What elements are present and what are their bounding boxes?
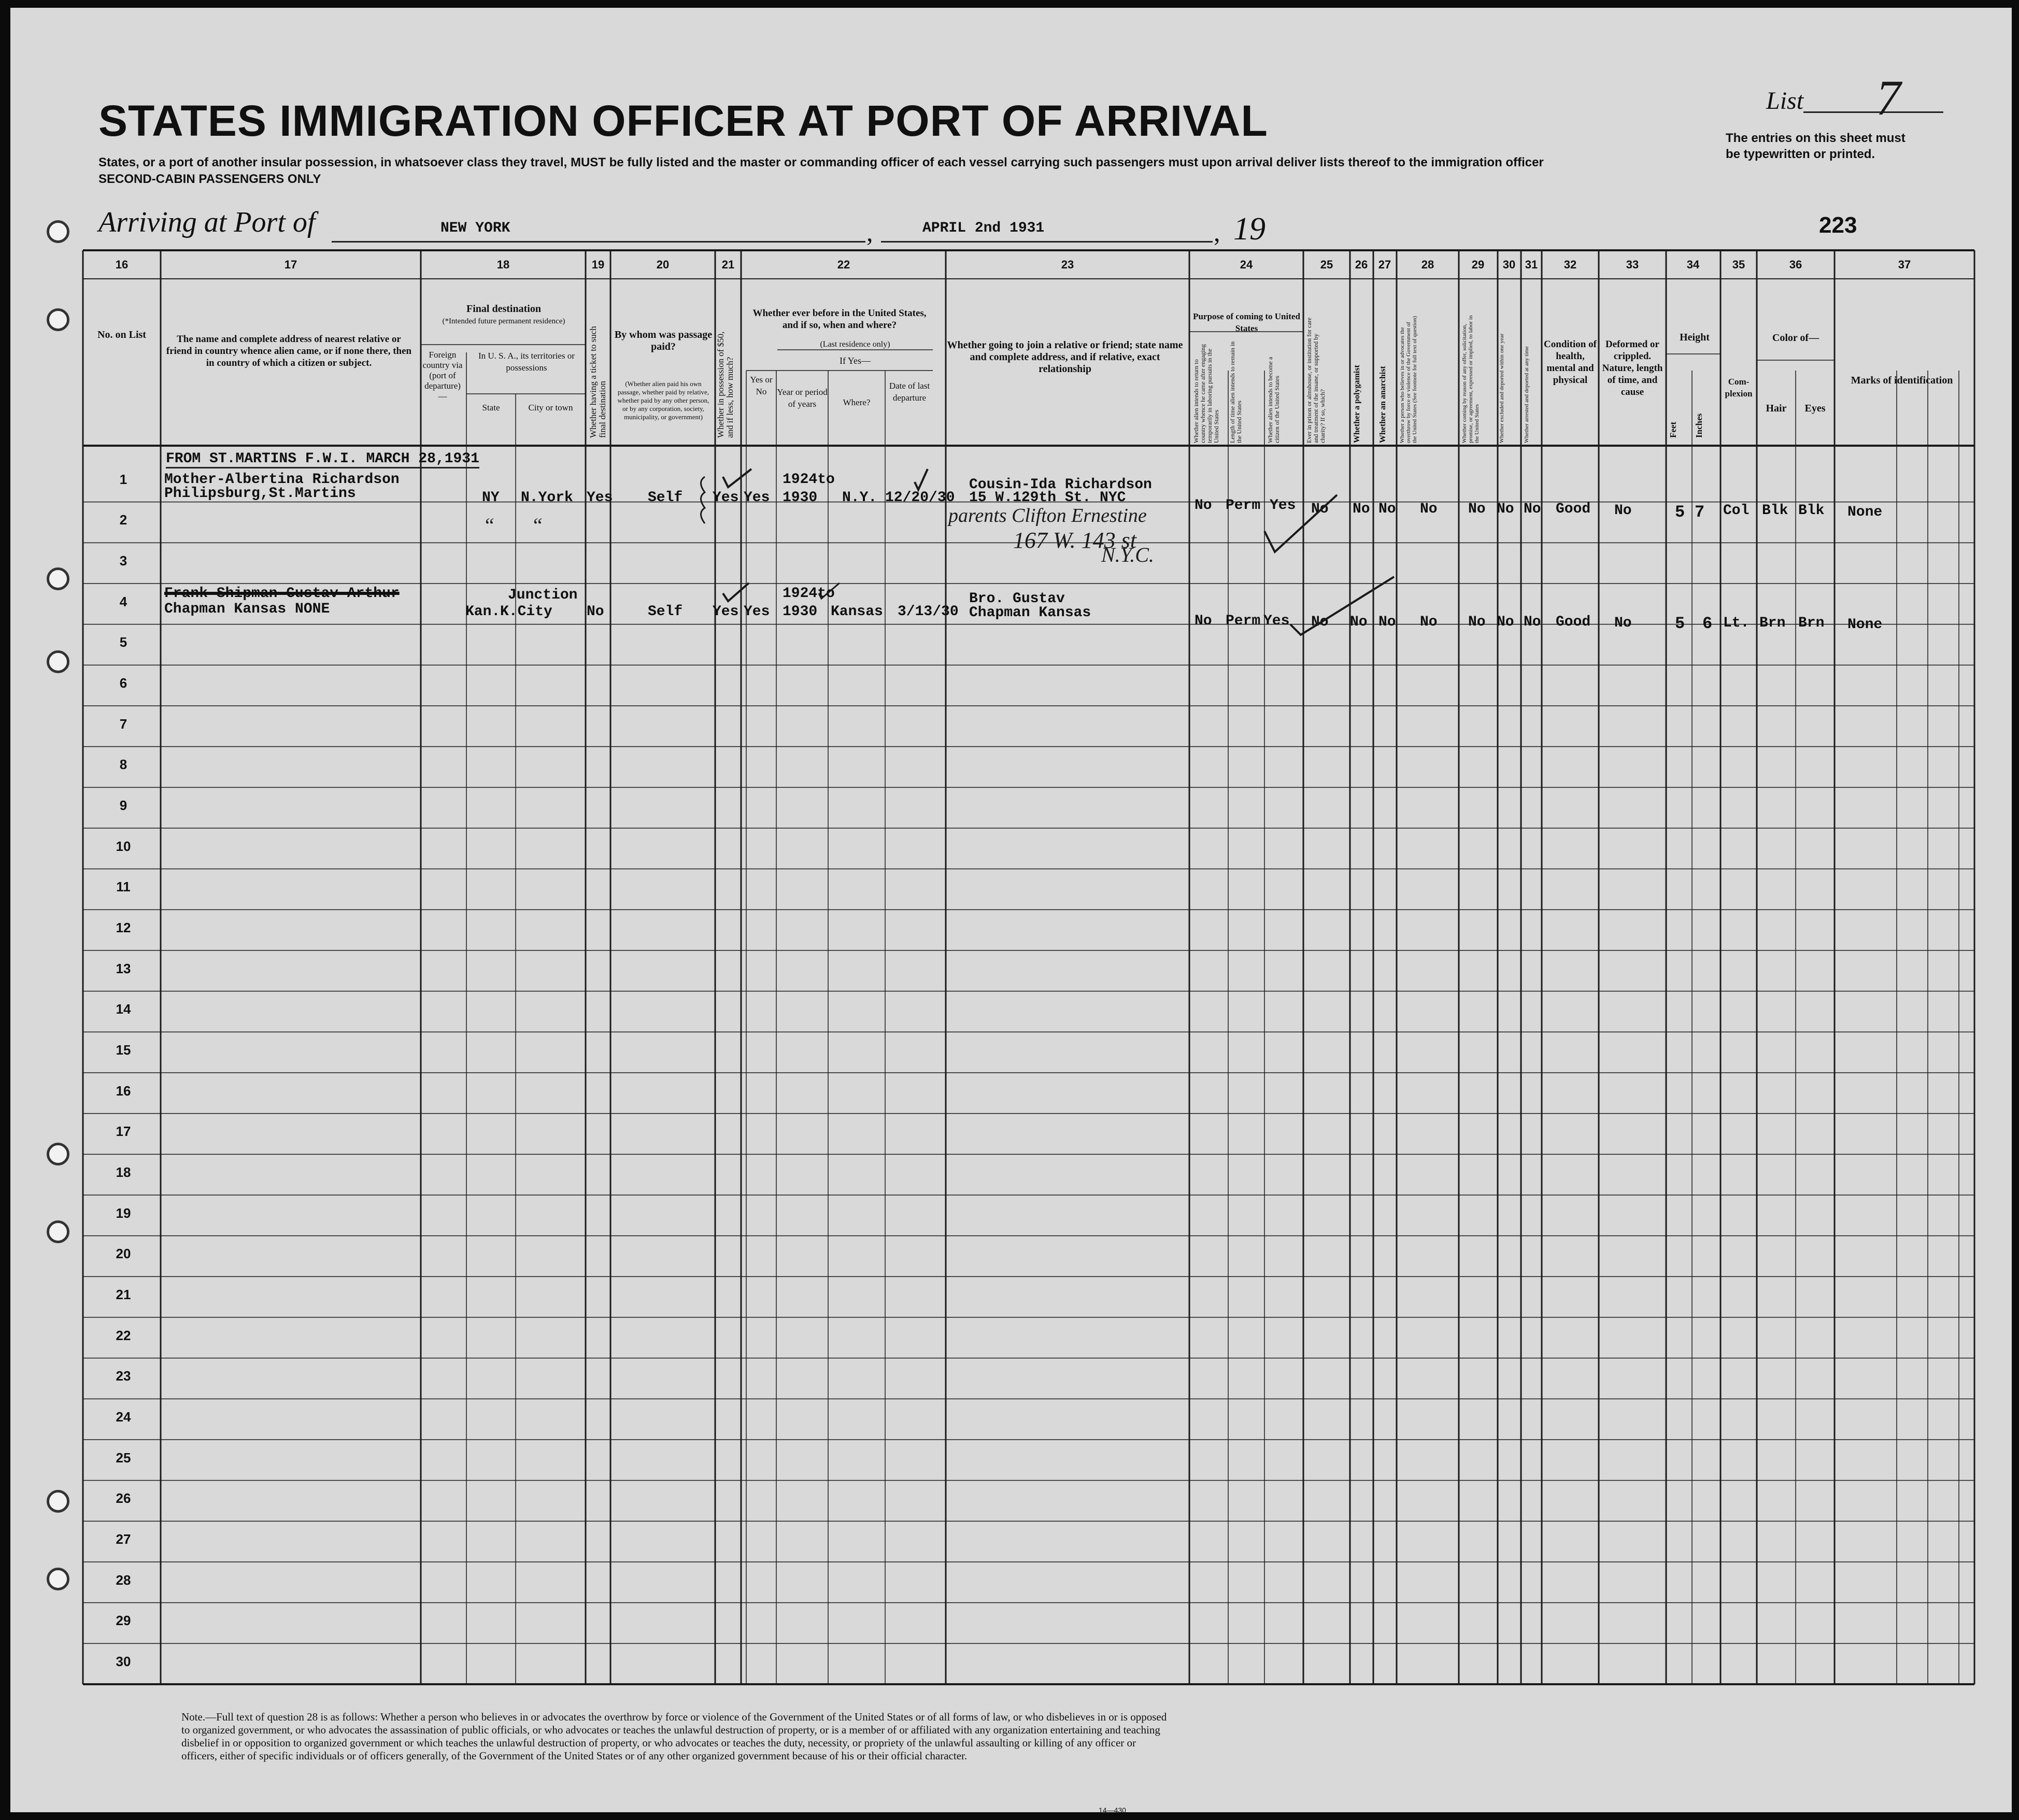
dest-state: NY: [482, 490, 500, 506]
header-inches: Inches: [1694, 413, 1704, 438]
ticket-value: No: [587, 604, 604, 620]
handwritten-address: 167 W. 143 st: [1013, 528, 1136, 553]
relative-name: Frank Shipman Gustav Arthur: [164, 586, 400, 602]
year-prefix: 19: [1233, 211, 1266, 247]
header-deformed: Deformed or crippled. Nature, length of time, and cause: [1602, 339, 1663, 397]
header-prison: Ever in prison or almshouse, or institution for care and treatment of the insane, or supported by charity? If so, which?: [1305, 317, 1326, 443]
ditto-state: “: [483, 514, 495, 537]
header-purpose-length: Length of time alien intends to remain in the United States: [1229, 341, 1243, 443]
feet-value: 5: [1675, 503, 1685, 522]
header-money: Whether in possession of $50, and if less, how much?: [716, 331, 735, 438]
row-number: 5: [119, 634, 127, 650]
row-number: 26: [116, 1490, 131, 1506]
before-value: Yes: [744, 604, 770, 620]
header-final-destination-note: (*Intended future permanent residence): [442, 317, 565, 325]
complexion-value: Col: [1723, 503, 1750, 519]
row-number: 20: [116, 1246, 131, 1262]
list-label: List: [1766, 87, 1804, 115]
column-number: 37: [1898, 258, 1911, 271]
joining-address: Chapman Kansas: [969, 605, 1091, 621]
header-no-on-list: No. on List: [97, 329, 146, 340]
header-complexion: Com-plexion: [1725, 377, 1753, 399]
column-number: 30: [1502, 258, 1516, 271]
page-number: 223: [1819, 212, 1857, 238]
header-joining: Whether going to join a relative or friend; state name and complete address, and if relative, exact relationship: [947, 339, 1183, 375]
form-number: 14—430: [1099, 1806, 1126, 1812]
row-number: 6: [119, 675, 127, 691]
row-number: 12: [116, 920, 131, 935]
excluded-value: No: [1497, 614, 1514, 630]
row-number: 9: [119, 798, 127, 813]
return-value: No: [1195, 613, 1212, 629]
column-number: 36: [1789, 258, 1802, 271]
header-foreign-country: Foreign country via (port of departure)—: [422, 350, 463, 401]
column-number: 17: [284, 258, 297, 271]
money-value: Yes: [713, 604, 739, 620]
arriving-label: Arriving at Port of: [98, 206, 316, 238]
arrival-date: APRIL 2nd 1931: [922, 220, 1045, 236]
header-deported: Whether arrested and deported at any time: [1524, 346, 1530, 443]
contract-value: No: [1468, 614, 1486, 630]
row-number: 1: [119, 471, 127, 487]
column-number: 31: [1525, 258, 1538, 271]
column-number: 32: [1563, 258, 1577, 271]
entry-instructions-line1: The entries on this sheet must: [1726, 131, 1906, 145]
dest-city: N.York: [521, 490, 573, 506]
form-title: STATES IMMIGRATION OFFICER AT PORT OF ARRIVAL: [98, 96, 1268, 145]
row-number: 19: [116, 1205, 131, 1221]
marks-value: None: [1847, 617, 1883, 633]
column-number: 25: [1320, 258, 1333, 271]
relative-address: Chapman Kansas NONE: [164, 601, 330, 617]
where-value: N.Y.: [842, 490, 877, 506]
relative-name: Mother-Albertina Richardson: [164, 472, 400, 488]
paid-by: Self: [648, 604, 683, 620]
footnote: Note.—Full text of question 28 is as follows: Whether a person who believes in or advocates the overthrow by force or violence of the Government of the United States or of all forms of law, or who disbelieves in or is opposed to organized government, or who advocates the assassination of public officials, or who advocates or teaches the unlawful destruction of property, or is a member of or affiliated with any organization entertaining and teaching disbelief in or opposition to organized government or which teaches the unlawful destruction of property, or who advocates or teaches the duty, necessity, or propriety of the unlawful assaulting or killing of any officer or officers, either of specific individuals or of officers generally, of the Government of the United States or of any other organized government because of his or their official character.: [181, 1711, 1167, 1762]
row-number: 28: [116, 1572, 131, 1588]
prison-value: No: [1311, 614, 1329, 630]
before-value: Yes: [744, 490, 770, 506]
column-number: 18: [496, 258, 510, 271]
citizen-value: Yes: [1263, 613, 1290, 629]
column-number: 23: [1061, 258, 1074, 271]
deported-value: No: [1524, 614, 1541, 630]
row-number: 18: [116, 1164, 131, 1180]
header-year-period: Year or period of years: [777, 387, 828, 409]
row-number: 14: [116, 1001, 131, 1017]
port-of-arrival: NEW YORK: [440, 220, 510, 236]
header-city: City or town: [528, 403, 573, 413]
column-number: 20: [656, 258, 670, 271]
row-number: 23: [116, 1368, 131, 1384]
header-last-residence: (Last residence only): [820, 340, 890, 349]
header-state: State: [482, 403, 500, 413]
years-end: 1930: [783, 604, 818, 620]
column-number: 27: [1378, 258, 1391, 271]
row-number: 7: [119, 716, 127, 732]
ticket-value: Yes: [587, 490, 613, 506]
header-yes-no: Yes or No: [750, 375, 773, 396]
money-value: Yes: [713, 490, 739, 506]
header-passage-paid: By whom was passage paid?: [614, 329, 713, 352]
header-height: Height: [1680, 332, 1710, 343]
anarchist-value: No: [1378, 501, 1396, 517]
header-final-destination: Final destination: [466, 303, 541, 315]
eyes-value: Blk: [1798, 503, 1825, 519]
column-number: 16: [115, 258, 129, 271]
dest-city-line2: K.City: [500, 604, 552, 620]
ditto-city: “: [531, 514, 543, 537]
header-in-usa: In U. S. A., its territories or possessions: [478, 351, 575, 373]
handwritten-parents: parents Clifton Ernestine: [948, 505, 1147, 527]
check-mark: [723, 583, 749, 601]
header-passage-note: (Whether alien paid his own passage, whether paid by relative, whether paid by any other person, or by any corporation, society, municipality, or government): [617, 380, 709, 421]
dest-state: Kan.: [465, 604, 501, 620]
inches-value: 6: [1702, 614, 1713, 633]
header-overthrow: Whether a person who believes in or advocates the overthrow by force or violence of the Government of the United States (See footnote for full text of question): [1399, 316, 1418, 443]
hair-value: Brn: [1759, 615, 1786, 631]
column-number: 34: [1686, 258, 1700, 271]
overthrow-value: No: [1420, 501, 1438, 517]
column-number: 19: [591, 258, 605, 271]
header-eyes: Eyes: [1804, 403, 1826, 414]
row-number: 30: [116, 1654, 131, 1669]
header-if-yes: If Yes—: [839, 356, 871, 366]
length-value: Perm: [1226, 497, 1261, 514]
column-number: 24: [1240, 258, 1253, 271]
column-number: 21: [721, 258, 735, 271]
column-number: 22: [837, 258, 850, 271]
header-polygamist: Whether a polygamist: [1353, 365, 1361, 443]
row-number: 29: [116, 1613, 131, 1629]
header-hair: Hair: [1766, 403, 1787, 414]
deformed-value: No: [1614, 615, 1632, 631]
header-marks: Marks of identification: [1851, 375, 1953, 386]
brace-mark: [701, 477, 705, 523]
check-mark: [1264, 495, 1337, 552]
form-subtitle: States, or a port of another insular possession, in whatsoever class they travel, MUST be fully listed and the master or commanding officer of each vessel carrying such passengers must upon arrival deliver lists thereof to the immigration officer: [98, 155, 1544, 169]
header-where: Where?: [843, 397, 871, 407]
voyage-heading: FROM ST.MARTINS F.W.I. MARCH 28,1931: [166, 451, 479, 468]
eyes-value: Brn: [1798, 615, 1825, 631]
length-value: Perm: [1226, 613, 1261, 629]
column-number: 33: [1626, 258, 1639, 271]
departure-date: 3/13/30: [898, 604, 959, 620]
polygamist-value: No: [1350, 614, 1368, 630]
row-number: 11: [116, 879, 131, 895]
comma-mark: ,: [866, 218, 873, 247]
column-number: 35: [1732, 258, 1745, 271]
header-before-in-us: Whether ever before in the United States, and if so, when and where?: [752, 308, 927, 331]
hair-value: Blk: [1762, 503, 1788, 519]
health-value: Good: [1556, 614, 1591, 630]
where-value: Kansas: [831, 604, 883, 620]
health-value: Good: [1556, 501, 1591, 517]
complexion-value: Lt.: [1723, 615, 1750, 631]
inches-value: 7: [1695, 503, 1705, 522]
check-mark: [1290, 577, 1394, 635]
header-anarchist: Whether an anarchist: [1378, 366, 1387, 443]
row-number: 27: [116, 1531, 131, 1547]
comma-mark-2: ,: [1214, 218, 1220, 247]
deported-value: No: [1524, 501, 1541, 517]
departure-date: 12/20/30: [885, 490, 955, 506]
row-number: 4: [119, 593, 127, 609]
dest-city-line1: Junction: [508, 587, 578, 603]
row-number: 21: [116, 1287, 131, 1302]
feet-value: 5: [1675, 614, 1685, 633]
return-value: No: [1195, 497, 1212, 514]
header-ticket: Whether having a ticket to such final destination: [588, 326, 607, 438]
citizen-value: Yes: [1270, 497, 1296, 514]
anarchist-value: No: [1378, 614, 1396, 630]
polygamist-value: No: [1353, 501, 1370, 517]
header-relative: The name and complete address of nearest relative or friend in country whence alien came, or if none there, then in country of which a citizen or subject.: [166, 334, 412, 368]
header-purpose: Purpose of coming to United States: [1193, 311, 1300, 333]
column-number: 28: [1421, 258, 1434, 271]
marks-value: None: [1847, 504, 1883, 520]
row-number: 22: [116, 1327, 131, 1343]
years-start: 1924to: [783, 472, 835, 488]
handwritten-checkmarks: [10, 8, 2012, 1812]
check-mark: [915, 469, 928, 490]
row-number: 3: [119, 553, 127, 568]
years-end: 1930: [783, 490, 818, 506]
row-number: 2: [119, 512, 127, 528]
header-feet: Feet: [1668, 421, 1678, 438]
check-mark: [819, 583, 840, 599]
entry-instructions-line2: be typewritten or printed.: [1726, 147, 1875, 161]
row-number: 16: [116, 1083, 131, 1099]
manifest-sheet: [10, 8, 2012, 1812]
header-color-of: Color of—: [1772, 332, 1819, 344]
row-number: 15: [116, 1042, 131, 1058]
joining-address: 15 W.129th St. NYC: [969, 490, 1126, 506]
header-contract: Whether coming by reason of any offer, solicitation, promise, or agreement, expressed or implied, to labor in the United States: [1461, 315, 1480, 443]
header-health: Condition of health, mental and physical: [1544, 339, 1597, 386]
column-number: 26: [1355, 258, 1368, 271]
header-date-departure: Date of last departure: [889, 381, 930, 403]
years-start: 1924to: [783, 586, 835, 602]
row-number: 24: [116, 1409, 131, 1425]
row-number: 17: [116, 1124, 131, 1140]
header-purpose-citizen: Whether alien intends to become a citizen of the United States: [1267, 357, 1281, 443]
header-purpose-return: Whether alien intends to return to country whence he came after engaging temporarily in laboring pursuits in the United States: [1192, 344, 1220, 443]
list-number: 7: [1876, 70, 1901, 125]
check-mark: [723, 469, 751, 487]
row-number: 13: [116, 960, 131, 976]
relative-address: Philipsburg,St.Martins: [164, 486, 356, 502]
overthrow-value: No: [1420, 614, 1438, 630]
joining-name: Bro. Gustav: [969, 591, 1065, 607]
contract-value: No: [1468, 501, 1486, 517]
row-number: 8: [119, 757, 127, 773]
handwritten-city: N.Y.C.: [1101, 543, 1154, 566]
deformed-value: No: [1614, 503, 1632, 519]
form-subtitle-class: SECOND-CABIN PASSENGERS ONLY: [98, 172, 321, 186]
prison-value: No: [1311, 501, 1329, 517]
joining-name: Cousin-Ida Richardson: [969, 477, 1152, 493]
row-number: 10: [116, 838, 131, 854]
paid-by: Self: [648, 490, 683, 506]
excluded-value: No: [1497, 501, 1514, 517]
column-number: 29: [1471, 258, 1485, 271]
row-number: 25: [116, 1449, 131, 1466]
header-excluded: Whether excluded and deported within one year: [1499, 333, 1505, 443]
